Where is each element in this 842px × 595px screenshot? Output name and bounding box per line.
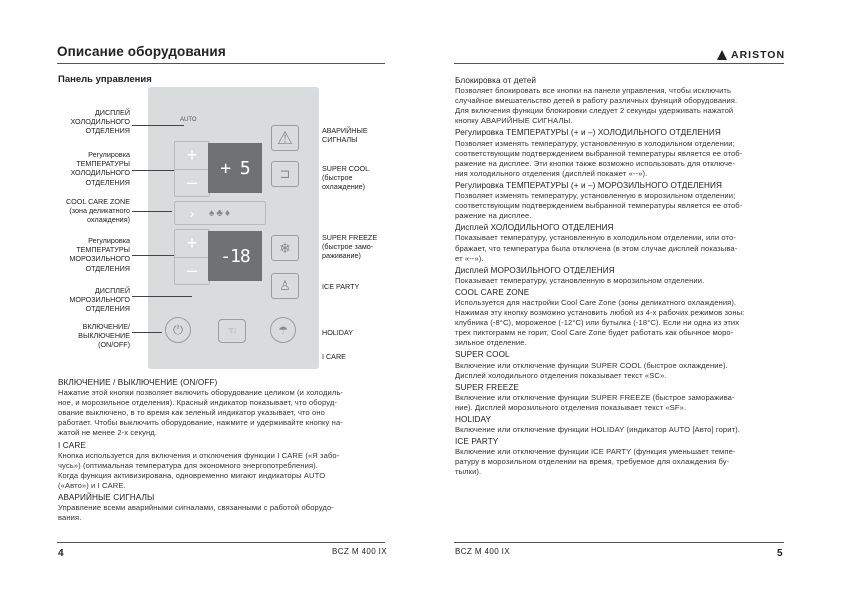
section-body: Управление всеми аварийными сигналами, связанными с работой оборудо- вания. [58, 503, 334, 523]
section-subtitle: Панель управления [58, 74, 152, 85]
footer-divider-right [454, 542, 784, 543]
label-super-cool: SUPER COOL (быстрое охлаждение) [322, 164, 370, 192]
leader-line [132, 125, 184, 126]
left-text-column [58, 376, 388, 523]
cool-care-zone-strip[interactable] [174, 201, 266, 225]
section-heading: Блокировка от детей [455, 76, 537, 85]
section-body: Кнопка используется для включения и отключения функции I CARE («Я забо- чусь») (оптимальная температура для экономного энергопотребления). Когда функция активизирована, одновременно мигают индикаторы AUTO («Авто») и I CARE. [58, 450, 340, 490]
holiday-button[interactable] [270, 317, 296, 343]
section-body: Включение или отключение функции SUPER FREEZE (быстрое заморажива- ние). Дисплей морозильного отделения показывает текст «SF». [455, 392, 735, 412]
section-body: Позволяет изменять температуру, установленную в морозильном отделении; соответствующим подтверждением выбранной температуры является ее отоб- ражение на дисплее. [455, 191, 743, 221]
section-heading: Дисплей ХОЛОДИЛЬНОГО ОТДЕЛЕНИЯ [455, 223, 614, 233]
section-body: Показывает температуру, установленную в холодильном отделении, или ото- бражает, что температура была отключена (в этом случае дисплей показыва- ет «--»). [455, 233, 738, 263]
section-body: Позволяет изменять температуру, установленную в холодильном отделении; соответствующим подтверждением выбранной температуры является ее отоб- ражение на дисплее. Эти кнопки также возможно использовать для отключе- ния холодильного отделения (дисплей покажет «--»). [455, 138, 743, 178]
cart-icon: ⊐ [279, 166, 291, 181]
page-title: Описание оборудования [57, 44, 226, 59]
label-fridge-display: ДИСПЛЕЙ ХОЛОДИЛЬНОГО ОТДЕЛЕНИЯ [70, 108, 130, 136]
section-body: Нажатие этой кнопки позволяет включить оборудование целиком (и холодиль- ное, и морозильное отделения). Красный индикатор показывает, что оборуд- ование выключено, в то время как зеленый индикатор указывает, что оно работает. Чтобы выключить оборудование, нажмите и удерживайте кнопку на- жатой не менее 2-х секунд. [58, 388, 344, 438]
leader-line [132, 296, 192, 297]
label-i-care: I CARE [322, 352, 346, 361]
model-right: BCZ M 400 IX [455, 547, 511, 556]
ice-party-button[interactable] [271, 273, 299, 299]
cool-care-arrow-icon[interactable]: › [189, 205, 195, 221]
ariston-logo-icon [716, 49, 728, 61]
leader-line [132, 332, 162, 333]
section-heading: Регулировка ТЕМПЕРАТУРЫ (+ и –) МОРОЗИЛЬНОГО ОТДЕЛЕНИЯ [455, 180, 723, 190]
label-cool-care: COOL CARE ZONE (зона деликатного охлаждения) [65, 197, 130, 225]
i-care-button[interactable] [218, 319, 246, 343]
leader-line [132, 255, 174, 256]
footer-divider [57, 542, 385, 543]
warning-icon: ⚠ [276, 127, 294, 148]
section-heading: I CARE [58, 440, 86, 450]
section-heading: АВАРИЙНЫЕ СИГНАЛЫ [58, 493, 155, 503]
right-text-column [455, 74, 790, 478]
power-icon: ⏻ [172, 322, 184, 337]
on-off-button[interactable] [165, 317, 191, 343]
section-heading: ВКЛЮЧЕНИЕ / ВЫКЛЮЧЕНИЕ (ON/OFF) [58, 378, 218, 387]
freezer-plus-button[interactable]: + [186, 232, 198, 253]
leader-line [132, 211, 172, 212]
freezer-temp-buttons[interactable] [174, 229, 210, 285]
section-heading: Дисплей МОРОЗИЛЬНОГО ОТДЕЛЕНИЯ [455, 265, 615, 275]
fridge-minus-button[interactable]: – [175, 169, 209, 197]
label-holiday: HOLIDAY [322, 328, 354, 337]
page-number-right: 5 [777, 548, 783, 559]
fridge-plus-button[interactable]: + [186, 144, 198, 165]
section-body: Включение или отключение функции SUPER COOL (быстрое охлаждение). Дисплей холодильного отделения показывает текст «SC». [455, 360, 728, 380]
model-left: BCZ M 400 IX [332, 547, 388, 556]
header-divider [57, 63, 385, 64]
section-heading: COOL CARE ZONE [455, 287, 530, 297]
section-body: Включение или отключение функции HOLIDAY (индикатор AUTO [Авто] горит). [455, 425, 741, 435]
label-ice-party: ICE PARTY [322, 282, 360, 291]
holiday-icon: ☂ [278, 324, 288, 337]
label-fridge-temp: Регулировка ТЕМПЕРАТУРЫ ХОЛОДИЛЬНОГО ОТДЕЛЕНИЯ [70, 150, 130, 187]
label-freezer-temp: Регулировка ТЕМПЕРАТУРЫ МОРОЗИЛЬНОГО ОТДЕЛЕНИЯ [69, 236, 130, 273]
section-heading: Регулировка ТЕМПЕРАТУРЫ (+ и –) ХОЛОДИЛЬНОГО ОТДЕЛЕНИЯ [455, 128, 721, 138]
freezer-minus-button[interactable]: – [175, 257, 209, 285]
freezer-display: -18 [208, 231, 262, 281]
bottle-glass-icon: ♙ [279, 278, 291, 293]
fridge-display: + 5 [208, 143, 262, 193]
section-body: Включение или отключение функции ICE PARTY (функция уменьшает темпе- ратуру в морозильном отделении на время, требуемое для охлаждения бу- тылки). [455, 447, 736, 477]
label-alarm: АВАРИЙНЫЕ СИГНАЛЫ [322, 126, 368, 145]
section-heading: ICE PARTY [455, 437, 499, 447]
page-number-left: 4 [58, 548, 64, 559]
section-heading: HOLIDAY [455, 415, 492, 424]
section-heading: SUPER FREEZE [455, 382, 519, 392]
fridge-temp-buttons[interactable] [174, 141, 210, 197]
header-divider-right [454, 63, 784, 64]
section-heading: SUPER COOL [455, 350, 510, 360]
section-body: Позволяет блокировать все кнопки на панели управления, чтобы исключить случайное вмешательство детей в работу различных функций оборудования. Для включения функции блокировки следует 2 секунды удерживать нажатой кнопку АВАРИЙНЫЕ СИГНАЛЫ. [455, 86, 738, 126]
hand-icon: ☜ [227, 325, 237, 337]
leader-line [132, 170, 174, 171]
label-super-freeze: SUPER FREEZE (быстрое замо- раживание) [322, 233, 378, 261]
cool-care-pictograms-icon: ♠♣♦ [209, 207, 232, 219]
section-body: Показывает температуру, установленную в морозильном отделении. [455, 275, 705, 285]
auto-indicator: AUTO [180, 117, 197, 123]
label-on-off: ВКЛЮЧЕНИЕ/ ВЫКЛЮЧЕНИЕ (ON/OFF) [78, 322, 130, 350]
section-body: Используется для настройки Cool Care Zone (зоны деликатного охлаждения). Нажимая эту кнопку возможно установить любой из 4-х рабочих режимов зоны: клубника (-8°С), мороженое (-12°С) или бутылка (-18°С). Если ни одна из этих трех пиктограмм не горит, Cool Care Zone будет работать как обычное моро- зильное отделение. [455, 297, 745, 348]
super-cool-button[interactable] [271, 161, 299, 187]
logo-text: ARISTON [731, 49, 786, 61]
control-panel [148, 87, 319, 369]
snowflake-icon: ❄ [279, 239, 291, 256]
alarm-button[interactable] [271, 125, 299, 151]
super-freeze-button[interactable] [271, 235, 299, 261]
label-freezer-display: ДИСПЛЕЙ МОРОЗИЛЬНОГО ОТДЕЛЕНИЯ [69, 286, 130, 314]
brand-logo [716, 49, 785, 61]
